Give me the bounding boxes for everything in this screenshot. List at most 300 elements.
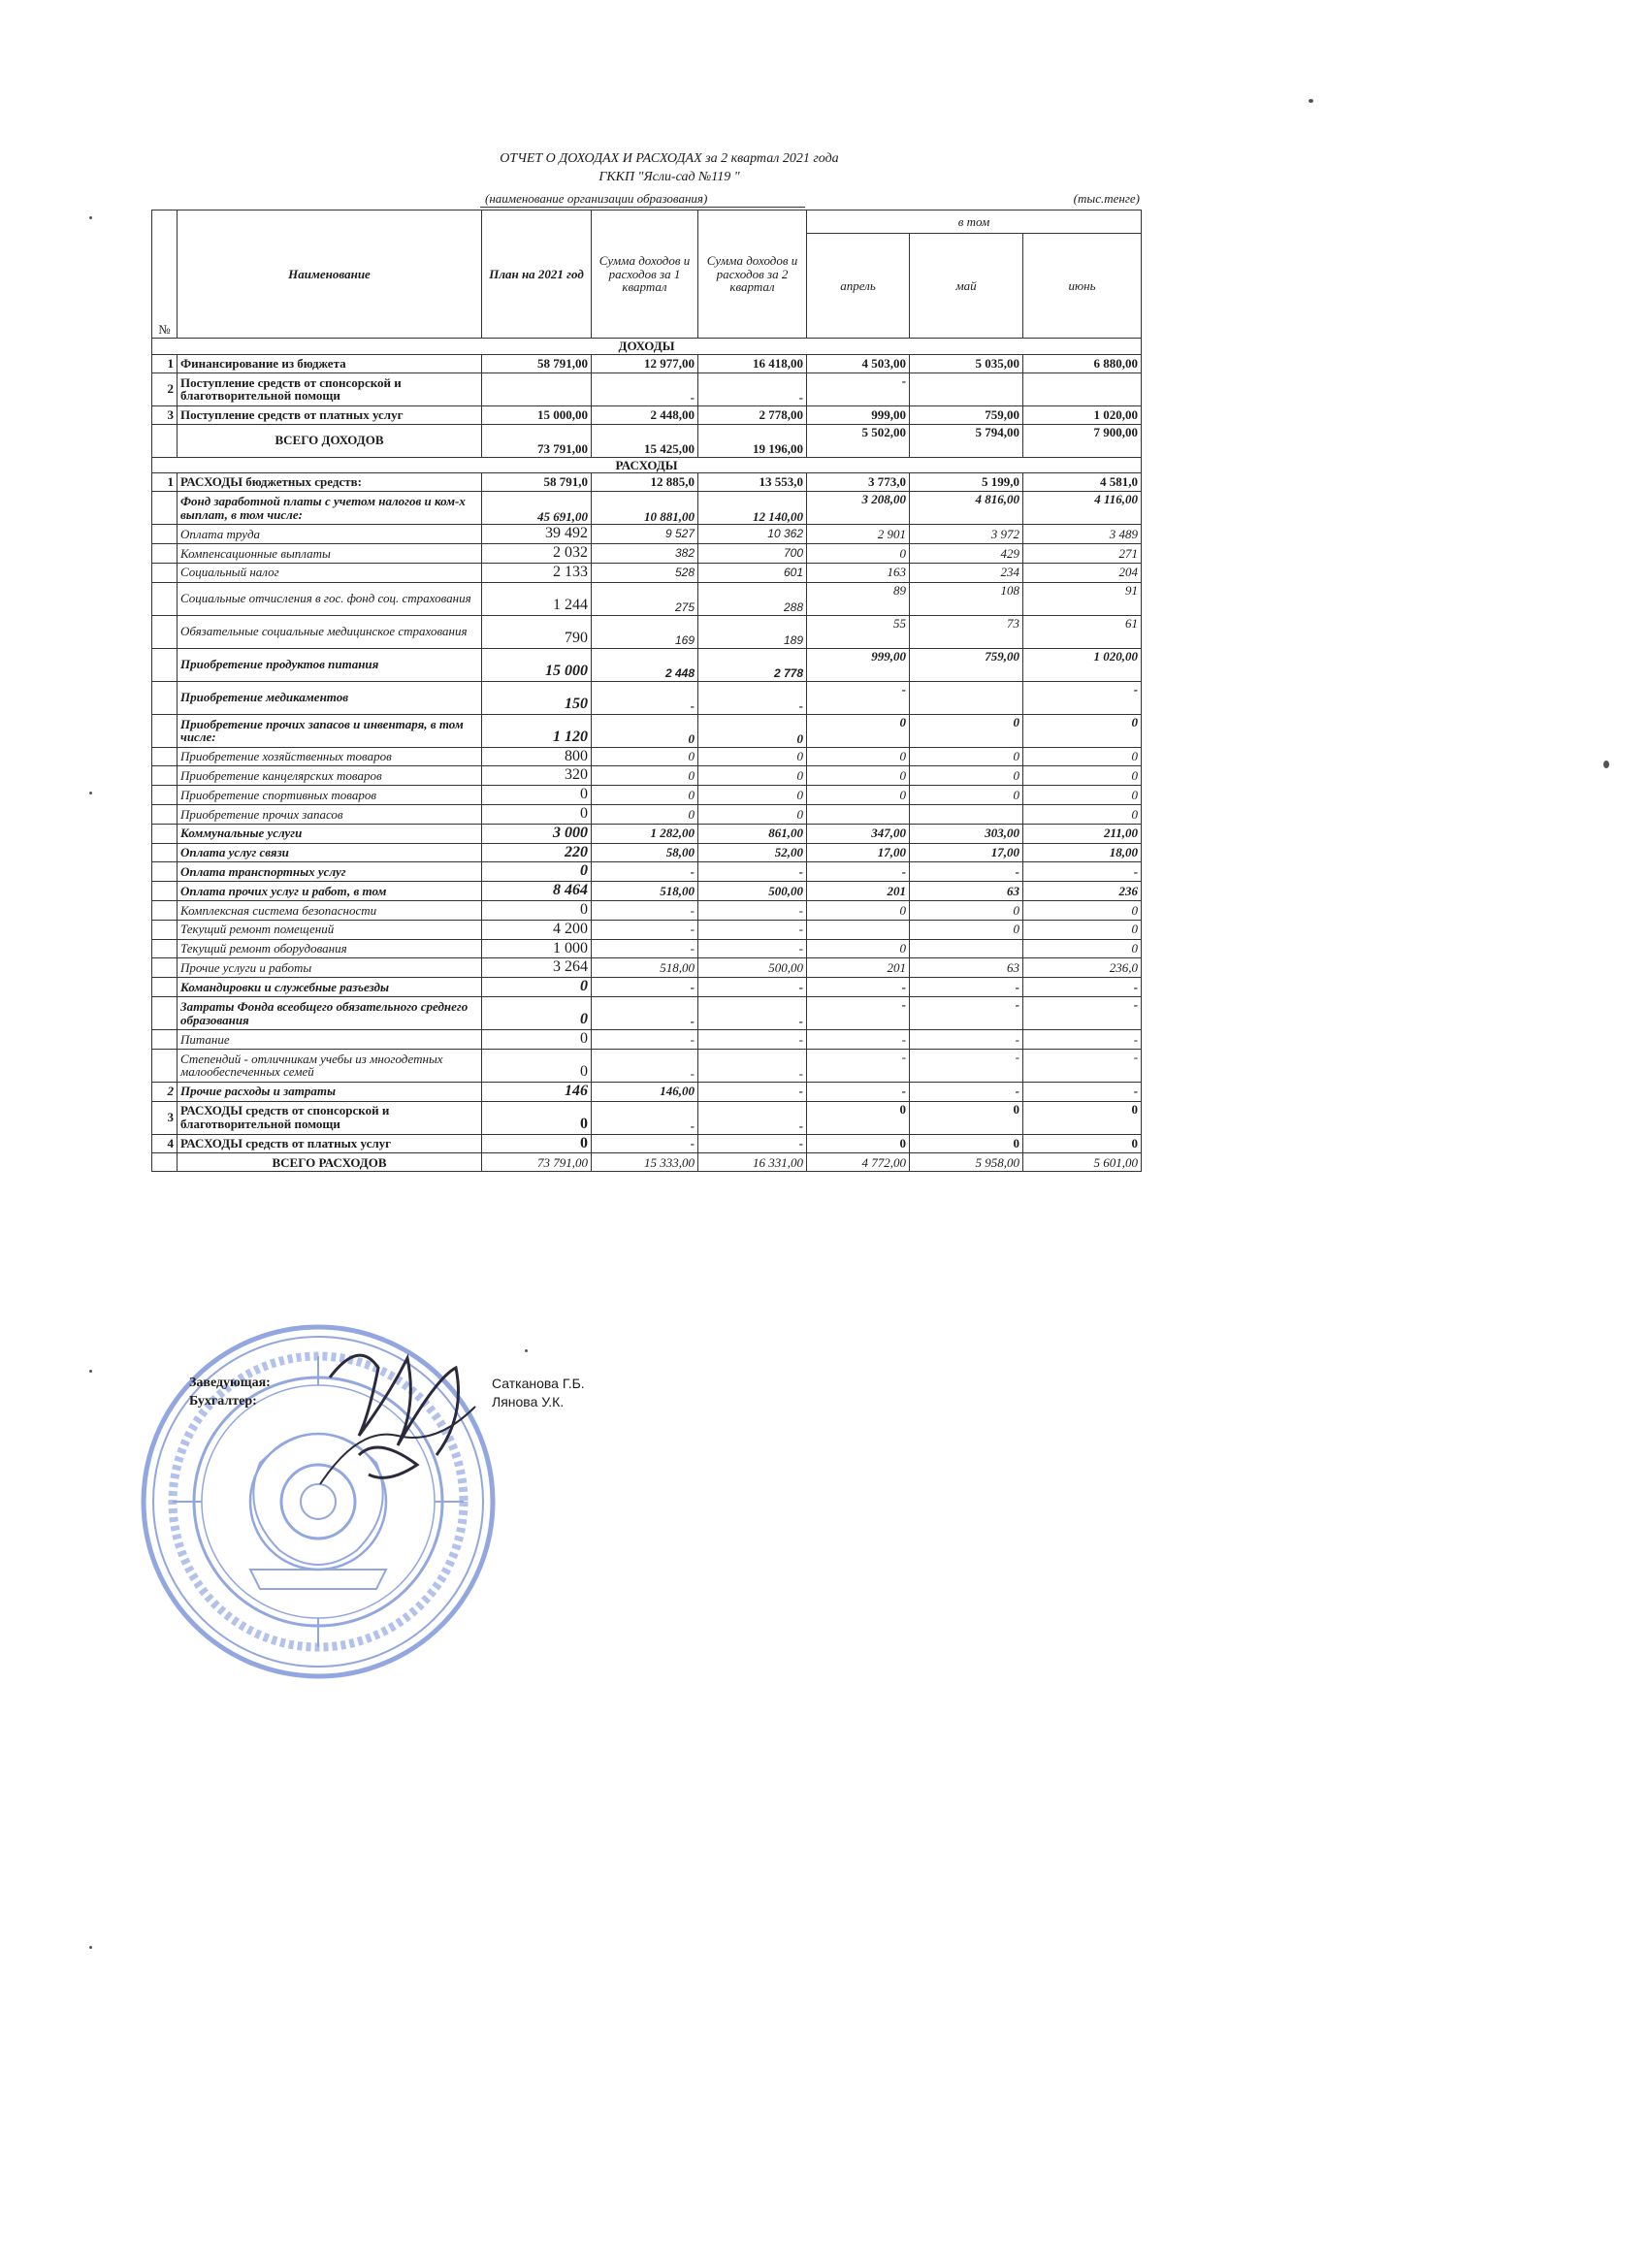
cell-apr: 0 [807,766,910,786]
cell-apr: 0 [807,939,910,958]
col-q2-header: Сумма доходов и расходов за 2 квартал [698,211,807,339]
cell-q1: 528 [592,563,698,582]
cell-q2: 19 196,00 [698,424,807,457]
row-name: ВСЕГО РАСХОДОВ [178,1153,482,1172]
row-number [152,978,178,997]
row-name: Питание [178,1030,482,1050]
cell-q2: - [698,1049,807,1082]
cell-jun: 236 [1023,882,1142,901]
cell-jun: - [1023,1049,1142,1082]
cell-q1: - [592,901,698,921]
row-name: Оплата труда [178,525,482,544]
cell-q2: - [698,1030,807,1050]
expense-total-row [152,1153,1142,1172]
row-name: Поступление средств от спонсорской и благотворительной помощи [178,373,482,405]
expense-row [152,978,1142,997]
row-number: 3 [152,1101,178,1134]
cell-q2: 861,00 [698,824,807,843]
row-name: Компенсационные выплаты [178,544,482,564]
row-number [152,648,178,681]
row-number [152,843,178,862]
cell-jun: 0 [1023,920,1142,939]
cell-q1: - [592,920,698,939]
cell-may: - [910,862,1023,882]
cell-may: 63 [910,882,1023,901]
cell-apr: - [807,978,910,997]
cell-plan: 0 [482,997,592,1030]
cell-jun: 0 [1023,1101,1142,1134]
row-name: Прочие расходы и затраты [178,1082,482,1101]
cell-may: 0 [910,1134,1023,1153]
cell-apr: - [807,862,910,882]
cell-apr: 0 [807,544,910,564]
cell-q2: 0 [698,747,807,766]
row-name: Финансирование из бюджета [178,354,482,373]
cell-plan [482,373,592,405]
cell-may: - [910,997,1023,1030]
cell-q1: - [592,1134,698,1153]
cell-plan: 220 [482,843,592,862]
row-name: Приобретение прочих запасов и инвентаря, в том числе: [178,714,482,747]
expense-row [152,681,1142,714]
cell-plan: 3 000 [482,824,592,843]
income-heading [152,339,1142,355]
row-number [152,747,178,766]
cell-q1: 0 [592,714,698,747]
row-name: Поступление средств от платных услуг [178,405,482,424]
cell-plan: 0 [482,1049,592,1082]
income-expense-table [151,210,1142,1172]
expense-row [152,473,1142,492]
cell-q1: - [592,997,698,1030]
row-name: Приобретение прочих запасов [178,805,482,825]
cell-plan: 1 120 [482,714,592,747]
cell-q1: 382 [592,544,698,564]
row-name: Коммунальные услуги [178,824,482,843]
row-number [152,997,178,1030]
col-name-header: Наименование [178,211,482,339]
cell-may: 5 199,0 [910,473,1023,492]
cell-apr: 201 [807,958,910,978]
income-row [152,354,1142,373]
expense-row [152,843,1142,862]
cell-may: 5 035,00 [910,354,1023,373]
income-section [152,339,1142,458]
cell-may: - [910,978,1023,997]
cell-plan: 58 791,0 [482,473,592,492]
expense-row [152,714,1142,747]
cell-q2: - [698,920,807,939]
cell-q2: - [698,901,807,921]
cell-q1: 275 [592,582,698,615]
cell-plan: 790 [482,615,592,648]
expense-row [152,747,1142,766]
row-name: Приобретение канцелярских товаров [178,766,482,786]
expense-row [152,882,1142,901]
cell-q2: 601 [698,563,807,582]
cell-plan: 0 [482,901,592,921]
cell-jun: 211,00 [1023,824,1142,843]
cell-apr: 0 [807,714,910,747]
cell-q1: - [592,373,698,405]
expense-row [152,786,1142,805]
cell-q2: - [698,1101,807,1134]
cell-q1: 169 [592,615,698,648]
cell-plan: 2 032 [482,544,592,564]
cell-plan: 4 200 [482,920,592,939]
row-number [152,563,178,582]
cell-q1: 0 [592,747,698,766]
accountant-label: Бухгалтер: [189,1394,257,1409]
cell-jun: 204 [1023,563,1142,582]
cell-jun: 0 [1023,786,1142,805]
cell-may [910,805,1023,825]
cell-jun: - [1023,978,1142,997]
cell-jun: 0 [1023,766,1142,786]
cell-q2: - [698,978,807,997]
expense-row [152,1101,1142,1134]
cell-jun: 271 [1023,544,1142,564]
cell-plan: 1 244 [482,582,592,615]
expense-section [152,457,1142,1172]
cell-may: 0 [910,747,1023,766]
scan-speck [1309,99,1313,103]
row-name: Фонд заработной платы с учетом налогов и ком-х выплат, в том числе: [178,492,482,525]
cell-q1: 15 425,00 [592,424,698,457]
row-number [152,901,178,921]
row-name: Приобретение хозяйственных товаров [178,747,482,766]
expense-row [152,920,1142,939]
scan-speck [89,1946,92,1949]
cell-q2: 0 [698,714,807,747]
cell-jun: 0 [1023,805,1142,825]
income-row [152,373,1142,405]
expense-row [152,824,1142,843]
row-name: РАСХОДЫ бюджетных средств: [178,473,482,492]
cell-jun: 61 [1023,615,1142,648]
cell-apr: 4 503,00 [807,354,910,373]
cell-plan: 3 264 [482,958,592,978]
scan-speck [89,1370,92,1373]
row-name: Приобретение продуктов питания [178,648,482,681]
row-name: Текущий ремонт оборудования [178,939,482,958]
row-number [152,824,178,843]
cell-q2: 500,00 [698,958,807,978]
row-number [152,544,178,564]
cell-q1: 518,00 [592,958,698,978]
expense-heading-label: РАСХОДЫ [152,457,1142,473]
row-number [152,958,178,978]
cell-plan: 0 [482,786,592,805]
row-number [152,1049,178,1082]
row-number: 1 [152,354,178,373]
row-number: 2 [152,1082,178,1101]
head-label: Заведующая: [189,1376,271,1390]
expense-row [152,1049,1142,1082]
row-name: Приобретение спортивных товаров [178,786,482,805]
cell-may: 234 [910,563,1023,582]
cell-plan: 0 [482,862,592,882]
cell-q2: 10 362 [698,525,807,544]
cell-q2: 12 140,00 [698,492,807,525]
cell-plan: 39 492 [482,525,592,544]
cell-apr: 999,00 [807,648,910,681]
expense-row [152,901,1142,921]
col-june-header: июнь [1023,234,1142,339]
expense-row [152,1134,1142,1153]
cell-q1: 0 [592,766,698,786]
scan-speck [89,792,92,794]
row-number [152,424,178,457]
cell-plan: 0 [482,1101,592,1134]
expense-row [152,648,1142,681]
expense-row [152,492,1142,525]
cell-may: 0 [910,901,1023,921]
cell-plan: 0 [482,1134,592,1153]
expense-row [152,582,1142,615]
cell-may [910,373,1023,405]
organization-caption: (наименование организации образования) [485,191,708,206]
expense-row [152,862,1142,882]
report-title: ОТЧЕТ О ДОХОДАХ И РАСХОДАХ за 2 квартал 2021 года [500,151,839,166]
cell-plan: 15 000,00 [482,405,592,424]
cell-q1: 2 448,00 [592,405,698,424]
cell-jun: 0 [1023,714,1142,747]
expense-row [152,615,1142,648]
cell-plan: 320 [482,766,592,786]
col-no-header: № [152,211,178,339]
cell-may: 0 [910,714,1023,747]
row-name: Затраты Фонда всеобщего обязательного среднего образования [178,997,482,1030]
cell-jun: 4 116,00 [1023,492,1142,525]
row-number [152,786,178,805]
row-number [152,1030,178,1050]
units-label: (тыс.тенге) [1073,191,1140,206]
cell-may: 4 816,00 [910,492,1023,525]
cell-q2: 2 778 [698,648,807,681]
cell-may [910,681,1023,714]
row-name: Комплексная система безопасности [178,901,482,921]
cell-jun: - [1023,997,1142,1030]
organization-name: ГККП "Ясли-сад №119 " [598,170,740,184]
cell-q1: 0 [592,805,698,825]
cell-jun: - [1023,681,1142,714]
scan-speck [1603,761,1609,768]
cell-plan: 45 691,00 [482,492,592,525]
cell-q2: - [698,939,807,958]
col-plan-header: План на 2021 год [482,211,592,339]
cell-jun: 1 020,00 [1023,648,1142,681]
cell-may: 108 [910,582,1023,615]
col-including-header: в том [807,211,1142,234]
row-number [152,615,178,648]
cell-q2: - [698,681,807,714]
cell-jun: 4 581,0 [1023,473,1142,492]
cell-apr: - [807,1082,910,1101]
cell-q2: 13 553,0 [698,473,807,492]
expense-row [152,1082,1142,1101]
row-name: Приобретение медикаментов [178,681,482,714]
accountant-name: Лянова У.К. [492,1394,565,1409]
cell-apr: 3 773,0 [807,473,910,492]
cell-may: 5 958,00 [910,1153,1023,1172]
row-name: Оплата прочих услуг и работ, в том [178,882,482,901]
income-total-row [152,424,1142,457]
cell-may: 0 [910,920,1023,939]
cell-jun: 0 [1023,747,1142,766]
cell-jun: 1 020,00 [1023,405,1142,424]
cell-apr: 89 [807,582,910,615]
row-name: Обязательные социальные медицинское страхования [178,615,482,648]
expense-row [152,563,1142,582]
row-name: Степендий - отличникам учебы из многодетных малообеспеченных семей [178,1049,482,1082]
cell-q2: 0 [698,766,807,786]
cell-may: 73 [910,615,1023,648]
cell-jun: 236,0 [1023,958,1142,978]
cell-apr: - [807,1049,910,1082]
head-name: Сатканова Г.Б. [492,1376,585,1391]
expense-row [152,997,1142,1030]
cell-plan: 150 [482,681,592,714]
cell-q2: - [698,1134,807,1153]
expense-heading [152,457,1142,473]
cell-q2: 16 418,00 [698,354,807,373]
cell-jun: - [1023,1030,1142,1050]
cell-q2: 189 [698,615,807,648]
cell-q2: 0 [698,805,807,825]
expense-row [152,958,1142,978]
row-number [152,714,178,747]
cell-q2: - [698,373,807,405]
cell-jun: - [1023,1082,1142,1101]
cell-q1: 2 448 [592,648,698,681]
cell-apr: 201 [807,882,910,901]
cell-apr: 55 [807,615,910,648]
cell-q1: - [592,681,698,714]
cell-apr: 0 [807,901,910,921]
expense-row [152,525,1142,544]
row-number [152,1153,178,1172]
row-number: 1 [152,473,178,492]
row-name: Текущий ремонт помещений [178,920,482,939]
cell-apr: 0 [807,1134,910,1153]
cell-plan: 73 791,00 [482,1153,592,1172]
cell-plan: 0 [482,805,592,825]
cell-jun: 0 [1023,1134,1142,1153]
row-number [152,862,178,882]
cell-plan: 0 [482,1030,592,1050]
cell-may: - [910,1030,1023,1050]
cell-jun: 3 489 [1023,525,1142,544]
cell-may: 17,00 [910,843,1023,862]
cell-apr: 0 [807,747,910,766]
cell-may [910,939,1023,958]
cell-q1: 1 282,00 [592,824,698,843]
cell-apr: 3 208,00 [807,492,910,525]
row-name: Оплата услуг связи [178,843,482,862]
cell-apr: - [807,681,910,714]
cell-q2: 500,00 [698,882,807,901]
expense-row [152,1030,1142,1050]
cell-q1: 518,00 [592,882,698,901]
cell-q1: - [592,862,698,882]
cell-may: 5 794,00 [910,424,1023,457]
scan-speck [525,1349,528,1352]
row-number: 2 [152,373,178,405]
cell-q2: - [698,997,807,1030]
expense-row [152,544,1142,564]
row-name: РАСХОДЫ средств от платных услуг [178,1134,482,1153]
row-name: ВСЕГО ДОХОДОВ [178,424,482,457]
cell-q2: 16 331,00 [698,1153,807,1172]
col-april-header: апрель [807,234,910,339]
cell-jun: - [1023,862,1142,882]
cell-jun: 0 [1023,939,1142,958]
cell-q2: 288 [698,582,807,615]
cell-jun: 6 880,00 [1023,354,1142,373]
divider [480,207,805,208]
cell-jun: 91 [1023,582,1142,615]
cell-plan: 15 000 [482,648,592,681]
cell-q1: 12 885,0 [592,473,698,492]
cell-apr: 163 [807,563,910,582]
cell-q1: 12 977,00 [592,354,698,373]
expense-row [152,766,1142,786]
col-q1-header: Сумма доходов и расходов за 1 квартал [592,211,698,339]
cell-may: 0 [910,1101,1023,1134]
row-name: Социальный налог [178,563,482,582]
row-number [152,805,178,825]
cell-q1: - [592,1030,698,1050]
cell-may: 429 [910,544,1023,564]
signature-image [301,1339,495,1494]
row-name: РАСХОДЫ средств от спонсорской и благотворительной помощи [178,1101,482,1134]
cell-plan: 2 133 [482,563,592,582]
cell-may: 0 [910,766,1023,786]
cell-q2: 2 778,00 [698,405,807,424]
cell-apr: - [807,997,910,1030]
cell-apr: - [807,373,910,405]
cell-q1: - [592,1049,698,1082]
cell-plan: 58 791,00 [482,354,592,373]
cell-may: 63 [910,958,1023,978]
row-number [152,681,178,714]
cell-plan: 0 [482,978,592,997]
cell-q1: 58,00 [592,843,698,862]
cell-may: 303,00 [910,824,1023,843]
cell-may: 0 [910,786,1023,805]
cell-apr: 999,00 [807,405,910,424]
cell-q1: 0 [592,786,698,805]
cell-apr [807,920,910,939]
cell-jun: 7 900,00 [1023,424,1142,457]
cell-plan: 146 [482,1082,592,1101]
cell-q1: 10 881,00 [592,492,698,525]
cell-q2: - [698,862,807,882]
cell-q2: 0 [698,786,807,805]
col-may-header: май [910,234,1023,339]
cell-q1: 9 527 [592,525,698,544]
cell-q2: - [698,1082,807,1101]
cell-jun: 5 601,00 [1023,1153,1142,1172]
expense-row [152,805,1142,825]
row-name: Социальные отчисления в гос. фонд соц. страхования [178,582,482,615]
row-number: 4 [152,1134,178,1153]
income-heading-label: ДОХОДЫ [152,339,1142,355]
row-number [152,920,178,939]
cell-jun: 0 [1023,901,1142,921]
cell-q1: - [592,978,698,997]
